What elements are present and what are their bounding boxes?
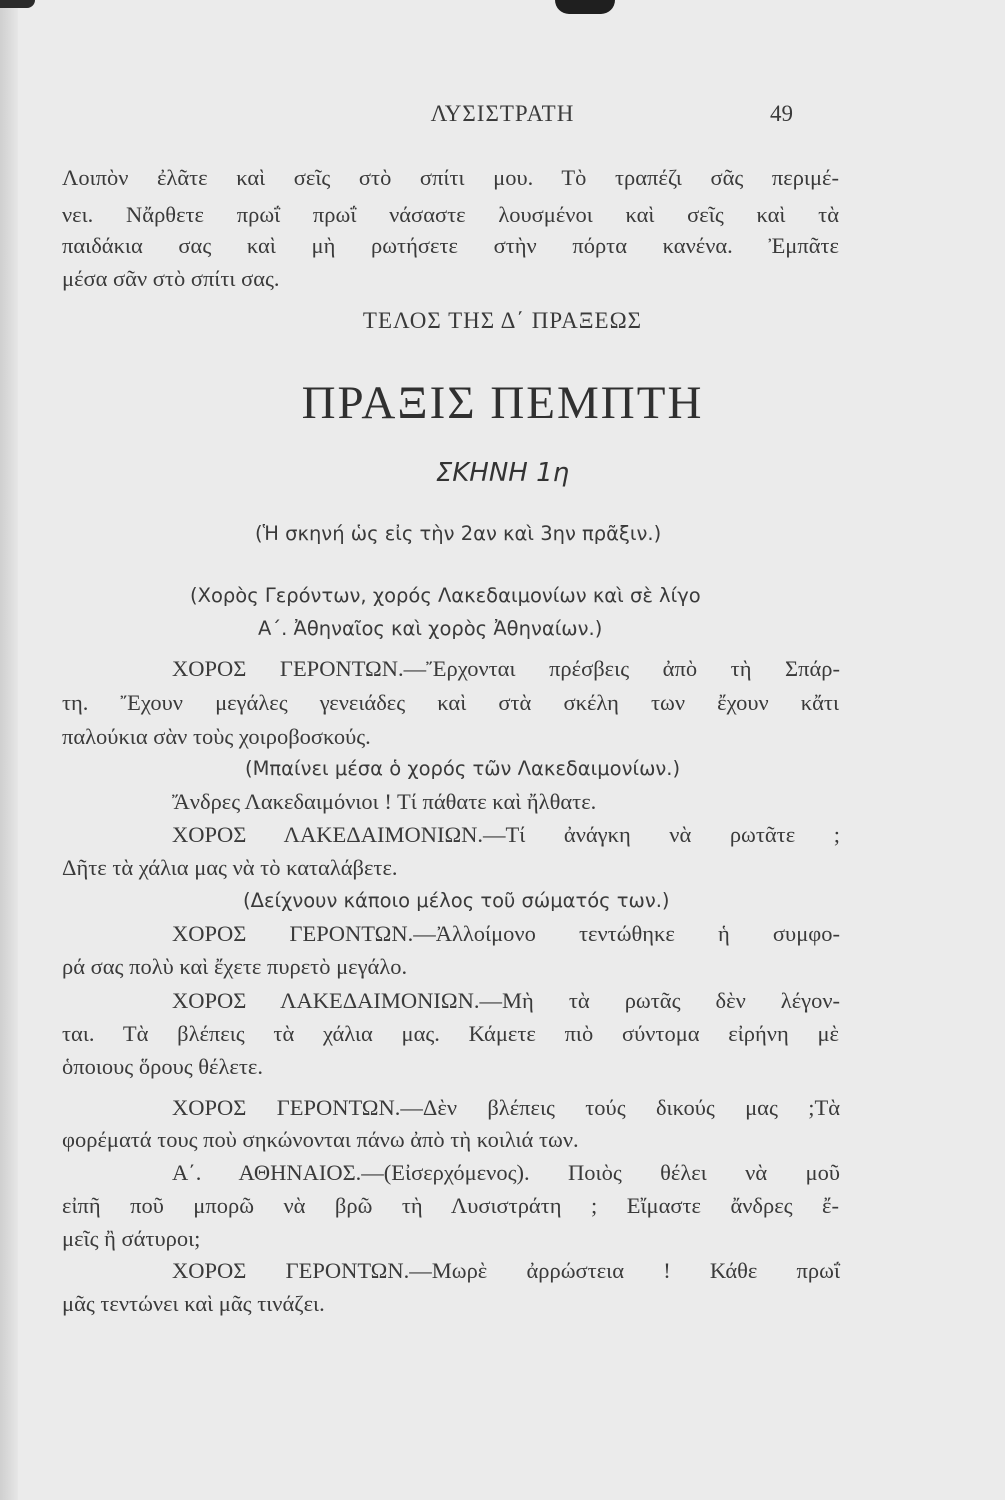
ink-blot: [0, 0, 35, 8]
dialogue-line: Ἄνδρες Λακεδαιμόνιοι ! Τί πάθατε καὶ ἤλθατε.: [172, 789, 597, 814]
running-title: ΛΥΣΙΣΤΡΑΤΗ: [430, 101, 575, 126]
dialogue-line: παλούκια σὰν τοὺς χοιροβοσκούς.: [62, 724, 371, 749]
running-head: [0, 101, 1005, 131]
dialogue-line: ΧΟΡΟΣ ΓΕΡΟΝΤΩΝ.—Δὲν βλέπεις τούς δικούς μας ;Τὰ: [172, 1095, 840, 1120]
act-heading: ΠΡΑΞΙΣ ΠΕΜΠΤΗ: [301, 377, 704, 429]
stage-direction: (Δείχνουν κάποιο μέλος τοῦ σώματός των.): [243, 889, 670, 912]
dialogue-line: ΧΟΡΟΣ ΓΕΡΟΝΤΩΝ.—Ἔρχονται πρέσβεις ἀπὸ τὴ Σπάρ-: [172, 656, 840, 681]
dialogue-line: μεῖς ἢ σάτυροι;: [62, 1226, 201, 1251]
stage-direction: (Ἡ σκηνή ὡς εἰς τὴν 2αν καὶ 3ην πρᾶξιν.): [255, 522, 662, 545]
dialogue-line: ρά σας πολὺ καὶ ἔχετε πυρετὸ μεγάλο.: [62, 954, 408, 979]
stage-direction: (Μπαίνει μέσα ὁ χορός τῶν Λακεδαιμονίων.): [245, 757, 681, 780]
end-of-act-heading: ΤΕΛΟΣ ΤΗΣ Δ΄ ΠΡΑΞΕΩΣ: [362, 308, 643, 333]
dialogue-line: τη. Ἔχουν μεγάλες γενειάδες καὶ στὰ σκέλη των ἔχουν κἄτι: [62, 690, 839, 715]
dialogue-line: εἰπῆ ποῦ μπορῶ νὰ βρῶ τὴ Λυσιστράτη ; Εἴμαστε ἄνδρες ἔ-: [62, 1193, 839, 1218]
dialogue-line: ΧΟΡΟΣ ΛΑΚΕΔΑΙΜΟΝΙΩΝ.—Τί ἀνάγκη νὰ ρωτᾶτε ;: [172, 822, 840, 847]
dialogue-line: μᾶς τεντώνει καὶ μᾶς τινάζει.: [62, 1291, 325, 1316]
page-edge-shadow: [0, 0, 18, 1500]
dialogue-line: ΧΟΡΟΣ ΓΕΡΟΝΤΩΝ.—Μωρὲ ἀρρώστεια ! Κάθε πρωΐ: [172, 1258, 840, 1283]
text-line: μέσα σᾶν στὸ σπίτι σας.: [62, 266, 280, 291]
dialogue-line: ται. Τὰ βλέπεις τὰ χάλια μας. Κάμετε πιὸ σύντομα εἰρήνη μὲ: [62, 1021, 839, 1046]
ink-blot: [555, 0, 615, 14]
page-number: 49: [770, 101, 793, 126]
dialogue-line: ὁποιους ὅρους θέλετε.: [62, 1054, 263, 1079]
scene-heading: ΣΚΗΝΗ 1η: [435, 458, 570, 488]
dialogue-line: ΧΟΡΟΣ ΓΕΡΟΝΤΩΝ.—Ἀλλοίμονο τεντώθηκε ἡ συμφο-: [172, 921, 840, 946]
text-line: Λοιπὸν ἐλᾶτε καὶ σεῖς στὸ σπίτι μου. Τὸ τραπέζι σᾶς περιμέ-: [62, 165, 839, 190]
stage-direction: (Χορὸς Γερόντων, χορός Λακεδαιμονίων καὶ σὲ λίγο: [190, 584, 701, 607]
stage-direction: Α΄. Ἀθηναῖος καὶ χορὸς Ἀθηναίων.): [258, 617, 603, 640]
text-line: νει. Νἄρθετε πρωΐ πρωΐ νάσαστε λουσμένοι καὶ σεῖς καὶ τὰ: [62, 202, 839, 227]
text-line: παιδάκια σας καὶ μὴ ρωτήσετε στὴν πόρτα κανένα. Ἐμπᾶτε: [62, 233, 839, 258]
dialogue-line: Α΄. ΑΘΗΝΑΙΟΣ.—(Εἰσερχόμενος). Ποιὸς θέλει νὰ μοῦ: [172, 1160, 840, 1185]
dialogue-line: ΧΟΡΟΣ ΛΑΚΕΔΑΙΜΟΝΙΩΝ.—Μὴ τὰ ρωτᾶς δὲν λέγον-: [172, 988, 840, 1013]
dialogue-line: φορέματά τους ποὺ σηκώνονται πάνω ἀπὸ τὴ κοιλιά των.: [62, 1127, 579, 1152]
dialogue-line: Δῆτε τὰ χάλια μας νὰ τὸ καταλάβετε.: [62, 855, 398, 880]
